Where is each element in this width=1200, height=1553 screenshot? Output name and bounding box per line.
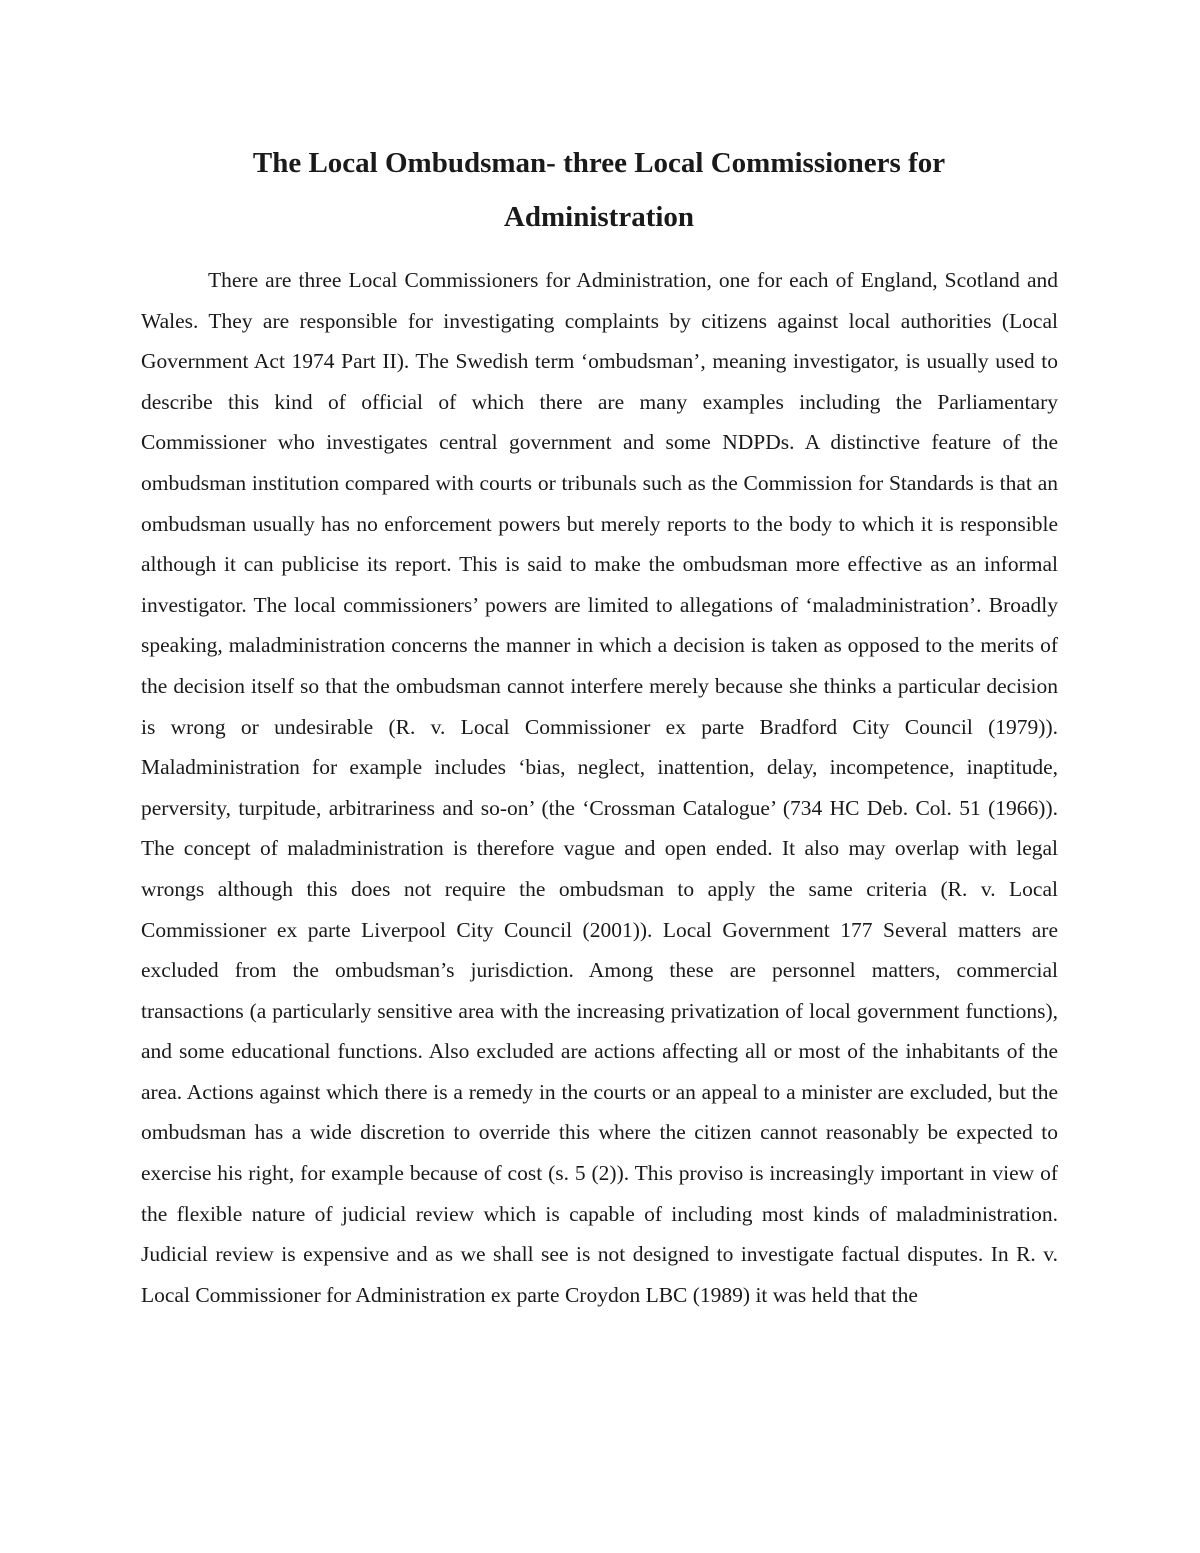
- document-title: [140, 136, 1058, 244]
- title-line-1: The Local Ombudsman- three Local Commissioners for: [252, 147, 946, 179]
- title-line-2: Administration: [503, 201, 695, 233]
- body-paragraph: There are three Local Commissioners for Administration, one for each of England, Scotland and Wales. They are responsible for investigating complaints by citizens against local authorities (Local Government Act 1974 Part II). The Swedish term ‘ombudsman’, meaning investigator, is usually used to describe this kind of official of which there are many examples including the Parliamentary Commissioner who investigates central government and some NDPDs. A distinctive feature of the ombudsman institution compared with courts or tribunals such as the Commission for Standards is that an ombudsman usually has no enforcement powers but merely reports to the body to which it is responsible although it can publicise its report. This is said to make the ombudsman more effective as an informal investigator. The local commissioners’ powers are limited to allegations of ‘maladministration’. Broadly speaking, maladministration concerns the manner in which a decision is taken as opposed to the merits of the decision itself so that the ombudsman cannot interfere merely because she thinks a particular decision is wrong or undesirable (R. v. Local Commissioner ex parte Bradford City Council (1979)). Maladministration for example includes ‘bias, neglect, inattention, delay, incompetence, inaptitude, perversity, turpitude, arbitrariness and so-on’ (the ‘Crossman Catalogue’ (734 HC Deb. Col. 51 (1966)). The concept of maladministration is therefore vague and open ended. It also may overlap with legal wrongs although this does not require the ombudsman to apply the same criteria (R. v. Local Commissioner ex parte Liverpool City Council (2001)). Local Government 177 Several matters are excluded from the ombudsman’s jurisdiction. Among these are personnel matters, commercial transactions (a particularly sensitive area with the increasing privatization of local government functions), and some educational functions. Also excluded are actions affecting all or most of the inhabitants of the area. Actions against which there is a remedy in the courts or an appeal to a minister are excluded, but the ombudsman has a wide discretion to override this where the citizen cannot reasonably be expected to exercise his right, for example because of cost (s. 5 (2)). This proviso is increasingly important in view of the flexible nature of judicial review which is capable of including most kinds of maladministration. Judicial review is expensive and as we shall see is not designed to investigate factual disputes. In R. v. Local Commissioner for Administration ex parte Croydon LBC (1989) it was held that the: [141, 268, 1058, 1307]
